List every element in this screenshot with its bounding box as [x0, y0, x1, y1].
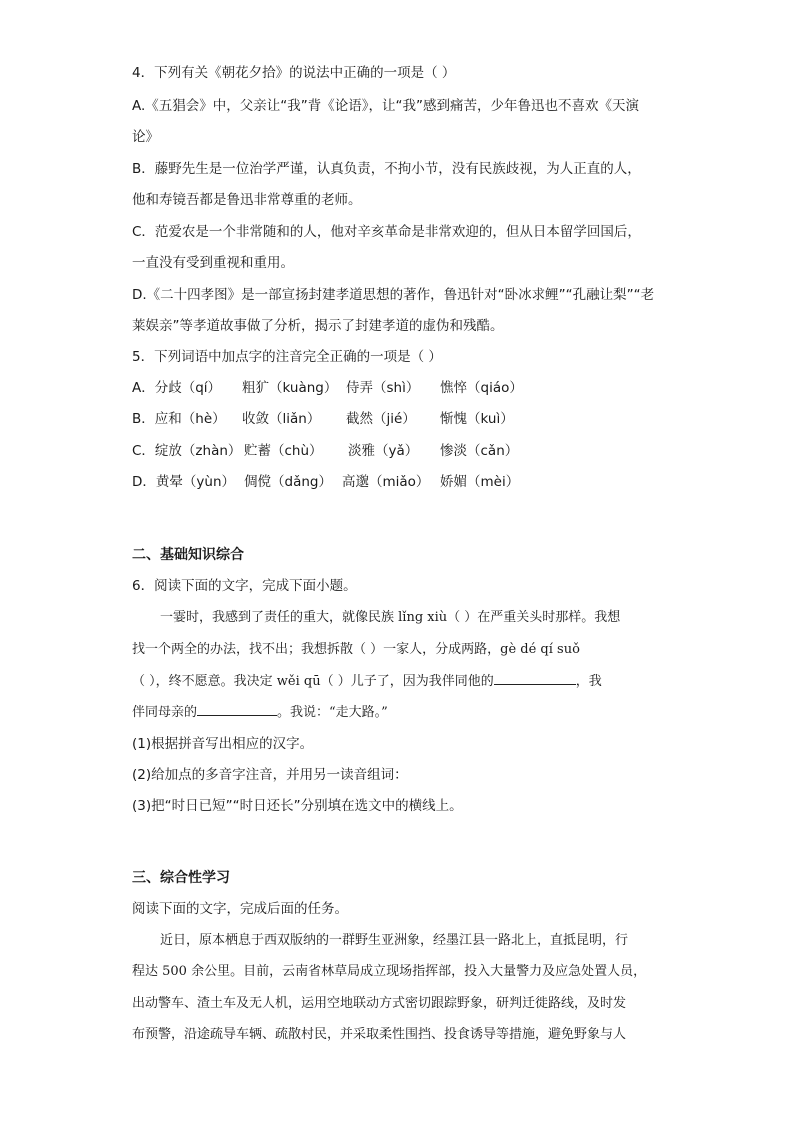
q6-subquestion-1: (1)根据拼音写出相应的汉字。: [132, 736, 314, 752]
q4-option-a-line2: 论》: [132, 129, 159, 145]
q5-b-word2: 收敛（liǎn）: [242, 411, 321, 427]
q4-option-a-line1: A.《五猖会》中，父亲让“我”背《论语》，让“我”感到痛苦，少年鲁迅也不喜欢《天演: [132, 98, 640, 114]
q5-option-c: [132, 441, 518, 461]
q6-passage-line3-end: ，我: [575, 674, 602, 689]
q5-d-word3: 高邈（miǎo）: [342, 474, 430, 490]
q5-option-a: [132, 378, 523, 398]
q5-c-word4: 惨淡（cǎn）: [440, 443, 519, 459]
q4-option-b-line1: B．藤野先生是一位治学严谨，认真负责，不拘小节，没有民族歧视，为人正直的人，: [132, 161, 641, 177]
section3-passage-line2: 程达 500 余公里。目前，云南省林草局成立现场指挥部，投入大量警力及应急处置人员，: [132, 964, 647, 979]
q5-b-word3: 截然（jié）: [346, 411, 416, 427]
q4-option-d-line1: D.《二十四孝图》是一部宣扬封建孝道思想的著作，鲁迅针对“卧冰求鲤”“孔融让梨”“老: [132, 287, 655, 303]
section3-passage-line1: 近日，原本栖息于西双版纳的一群野生亚洲象，经墨江县一路北上，直抵昆明，行: [160, 933, 629, 948]
q6-passage-line4: [132, 702, 388, 723]
q5-option-d: [132, 472, 519, 492]
q4-option-d-line2: 莱娱亲”等孝道故事做了分析，揭示了封建孝道的虚伪和残酷。: [132, 318, 504, 334]
section3-heading: 三、综合性学习: [132, 870, 230, 886]
q6-subquestion-3: (3)把“时日已短”“时日还长”分别填在选文中的横线上。: [132, 798, 463, 814]
q5-a-word3: 侍弄（shì）: [346, 380, 420, 396]
fill-blank-1[interactable]: [494, 671, 576, 685]
q6-passage-line3: [132, 671, 602, 692]
q5-a-word1: A．分歧（qí）: [132, 380, 222, 396]
q6-passage-line1: 一霎时，我感到了责任的重大，就像民族 lǐng xiù（ ）在严重关头时那样。我想: [160, 610, 621, 625]
q4-stem: 4．下列有关《朝花夕拾》的说法中正确的一项是（ ）: [132, 65, 456, 81]
q6-stem: 6．阅读下面的文字，完成下面小题。: [132, 578, 357, 594]
q6-passage-line3-text: （ ），终不愿意。我决定 wěi qū（ ）儿子了，因为我伴同他的: [132, 674, 494, 689]
q5-d-word1: D．黄晕（yùn）: [132, 474, 235, 490]
q5-b-word1: B．应和（hè）: [132, 411, 226, 427]
section3-passage-line3: 出动警车、渣土车及无人机，运用空地联动方式密切跟踪野象，研判迁徙路线，及时发: [132, 996, 627, 1011]
q5-c-word1: C．绽放（zhàn）: [132, 443, 242, 459]
q5-c-word3: 淡雅（yǎ）: [348, 443, 419, 459]
q6-passage-line4-end: 。我说：“走大路。”: [277, 705, 388, 720]
q5-c-word2: 贮蓄（chù）: [244, 443, 323, 459]
q5-a-word2: 粗犷（kuàng）: [242, 380, 338, 396]
q6-passage-line2: 找一个两全的办法，找不出；我想拆散（ ）一家人，分成两路，gè dé qí suǒ: [132, 642, 580, 657]
q5-b-word4: 惭愧（kuì）: [440, 411, 514, 427]
section3-intro: 阅读下面的文字，完成后面的任务。: [132, 901, 348, 917]
q5-d-word4: 娇媚（mèi）: [440, 474, 520, 490]
q4-option-b-line2: 他和寿镜吾都是鲁迅非常尊重的老师。: [132, 192, 362, 208]
q5-stem: 5．下列词语中加点字的注音完全正确的一项是（ ）: [132, 349, 442, 365]
section3-passage-line4: 布预警，沿途疏导车辆、疏散村民，并采取柔性围挡、投食诱导等措施，避免野象与人: [132, 1027, 627, 1042]
q5-d-word2: 倜傥（dǎng）: [244, 474, 332, 490]
fill-blank-2[interactable]: [197, 702, 277, 716]
q5-a-word4: 憔悴（qiáo）: [440, 380, 523, 396]
q4-option-c-line1: C．范爱农是一个非常随和的人，他对辛亥革命是非常欢迎的，但从日本留学回国后，: [132, 224, 641, 240]
q6-passage-line4-text: 伴同母亲的: [132, 705, 198, 720]
q6-subquestion-2: (2)给加点的多音字注音，并用另一读音组词：: [132, 767, 408, 783]
q4-option-c-line2: 一直没有受到重视和重用。: [132, 255, 294, 271]
section2-heading: 二、基础知识综合: [132, 547, 244, 563]
q5-option-b: [132, 409, 514, 429]
